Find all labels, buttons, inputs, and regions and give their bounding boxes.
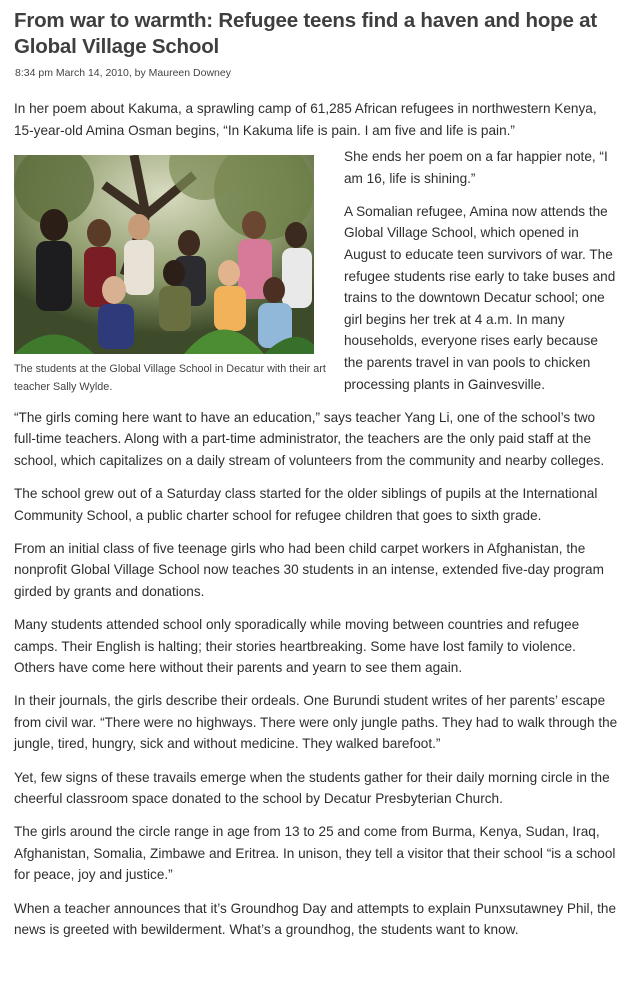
paragraph-3: “The girls coming here want to have an education,” says teacher Yang Li, one of the school’s two full-time teachers. Along with a part-time administrator, the teachers are the only paid staff at the school, which capitalizes on a daily stream of volunteers from the community and nearby colleges. [14, 409, 605, 468]
paragraph-1: She ends her poem on a far happier note, “I am 16, life is shining.” [344, 149, 608, 186]
students-group-photo[interactable] [14, 155, 314, 354]
photo-figure [14, 155, 328, 396]
paragraph-2: A Somalian refugee, Amina now attends the Global Village School, which opened in August to educate teen survivors of war. The refugee students rise early to take buses and trains to the downtown Decatur school; one girl begins her trek at 4 a.m. In many households, everyone rises early because the parents travel in van pools to chicken processing plants in Gainvesville. [344, 203, 616, 392]
photo-caption: The students at the Global Village School in Decatur with their art teacher Sally Wylde. [14, 363, 326, 394]
paragraph-4: The school grew out of a Saturday class started for the older siblings of pupils at the International Community School, a public charter school for refugee children that goes to sixth grade. [14, 486, 598, 523]
article-title[interactable]: From war to warmth: Refugee teens find a haven and hope at Global Village School [14, 9, 597, 58]
paragraph-5: From an initial class of five teenage girls who had been child carpet workers in Afghanistan, the nonprofit Global Village School now teaches 30 students in an intense, extended five-day program girded by grants and donations. [14, 540, 604, 599]
paragraph-9: The girls around the circle range in age from 13 to 25 and come from Burma, Kenya, Sudan, Iraq, Afghanistan, Somalia, Zimbawe and Eritrea. In unison, they tell a visitor that their school “is a school for peace, joy and justice.” [14, 824, 616, 883]
paragraph-intro: In her poem about Kakuma, a sprawling camp of 61,285 African refugees in northwestern Kenya, 15-year-old Amina Osman begins, “In Kakuma life is pain. I am five and life is pain.” [14, 101, 597, 138]
paragraph-7: In their journals, the girls describe their ordeals. One Burundi student writes of her parents’ escape from civil war. “There were no highways. There were only jungle paths. They had to walk through the jungle, tired, hungry, sick and without medicine. They walked barefoot.” [14, 693, 618, 752]
paragraph-8: Yet, few signs of these travails emerge when the students gather for their daily morning circle in the cheerful classroom space donated to the school by Decatur Presbyterian Church. [14, 769, 610, 807]
article-byline: 8:34 pm March 14, 2010, by Maureen Downey [15, 67, 231, 79]
photo-illustration [14, 155, 314, 354]
paragraph-10: When a teacher announces that it’s Groundhog Day and attempts to explain Punxsutawney Phil, the news is greeted with bewilderment. What’s a groundhog, the students want to know. [14, 900, 617, 938]
paragraph-6: Many students attended school only sporadically while moving between countries and refugee camps. Their English is halting; their stories heartbreaking. Some have lost family to violence. Others have come here without their parents and yearn to see them again. [14, 616, 580, 676]
